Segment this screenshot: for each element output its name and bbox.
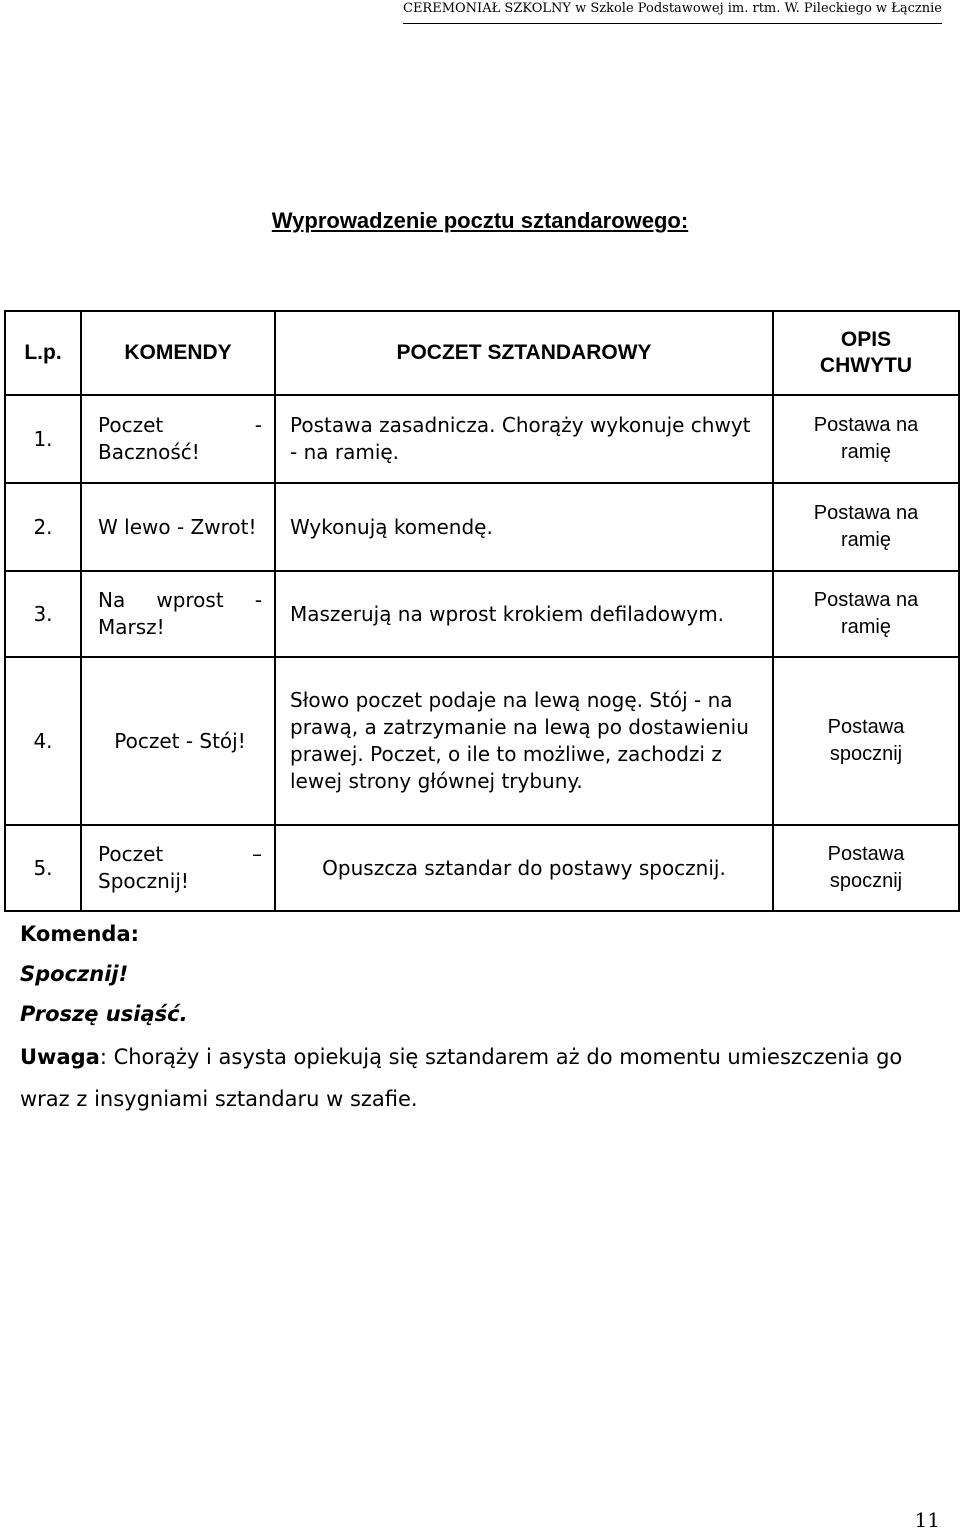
command-rest: Spocznij!: [20, 962, 129, 986]
row-command: Poczet – Spocznij!: [81, 825, 275, 911]
footer-block: [20, 914, 942, 1120]
row-number: 4.: [5, 657, 81, 825]
row-grip: [773, 395, 959, 483]
note-label: Uwaga: [20, 1045, 100, 1069]
row-grip-text: Postawa spocznij: [827, 716, 905, 765]
row-action: Maszerują na wprost krokiem defiladowym.: [275, 571, 773, 657]
row-grip: [773, 657, 959, 825]
row-action: Opuszcza sztandar do postawy spocznij.: [275, 825, 773, 911]
row-action: Wykonują komendę.: [275, 483, 773, 571]
row-command: Poczet - Baczność!: [81, 395, 275, 483]
header-poczet: POCZET SZTANDAROWY: [275, 311, 773, 395]
note-paragraph: [20, 1036, 942, 1120]
row-command: Poczet - Stój!: [81, 657, 275, 825]
row-number: 1.: [5, 395, 81, 483]
command-sit: Proszę usiąść.: [20, 1002, 188, 1026]
row-command: Na wprost - Marsz!: [81, 571, 275, 657]
row-number: 2.: [5, 483, 81, 571]
row-action: Postawa zasadnicza. Chorąży wykonuje chwyt - na ramię.: [275, 395, 773, 483]
table-row: [5, 483, 959, 571]
note-text: : Chorąży i asysta opiekują się sztandarem aż do momentu umieszczenia go wraz z insygniami sztandaru w szafie.: [20, 1045, 903, 1111]
table-row: [5, 657, 959, 825]
header-grip-text: OPIS CHWYTU: [819, 328, 913, 377]
table-row: [5, 825, 959, 911]
row-grip: [773, 483, 959, 571]
table-row: [5, 571, 959, 657]
row-action: Słowo poczet podaje na lewą nogę. Stój - na prawą, a zatrzymanie na lewą po dostawieniu prawej. Poczet, o ile to możliwe, zachodzi z lewej strony głównej trybuny.: [275, 657, 773, 825]
table-row: [5, 395, 959, 483]
row-grip-text: Postawa na ramię: [813, 414, 919, 463]
page-number: 11: [914, 1508, 940, 1532]
row-number: 5.: [5, 825, 81, 911]
commands-table: [4, 310, 960, 912]
row-grip-text: Postawa na ramię: [813, 589, 919, 638]
table-header-row: [5, 311, 959, 395]
header-grip: [773, 311, 959, 395]
section-title: Wyprowadzenie pocztu sztandarowego:: [271, 208, 689, 233]
row-grip-text: Postawa spocznij: [827, 843, 905, 892]
row-grip: [773, 825, 959, 911]
running-header: CEREMONIAŁ SZKOLNY w Szkole Podstawowej im. rtm. W. Pileckiego w Łącznie: [403, 0, 942, 24]
komenda-label: Komenda:: [20, 922, 140, 946]
row-number: 3.: [5, 571, 81, 657]
header-commands: KOMENDY: [81, 311, 275, 395]
row-command: W lewo - Zwrot!: [81, 483, 275, 571]
row-grip-text: Postawa na ramię: [813, 502, 919, 551]
header-lp: L.p.: [5, 311, 81, 395]
row-grip: [773, 571, 959, 657]
